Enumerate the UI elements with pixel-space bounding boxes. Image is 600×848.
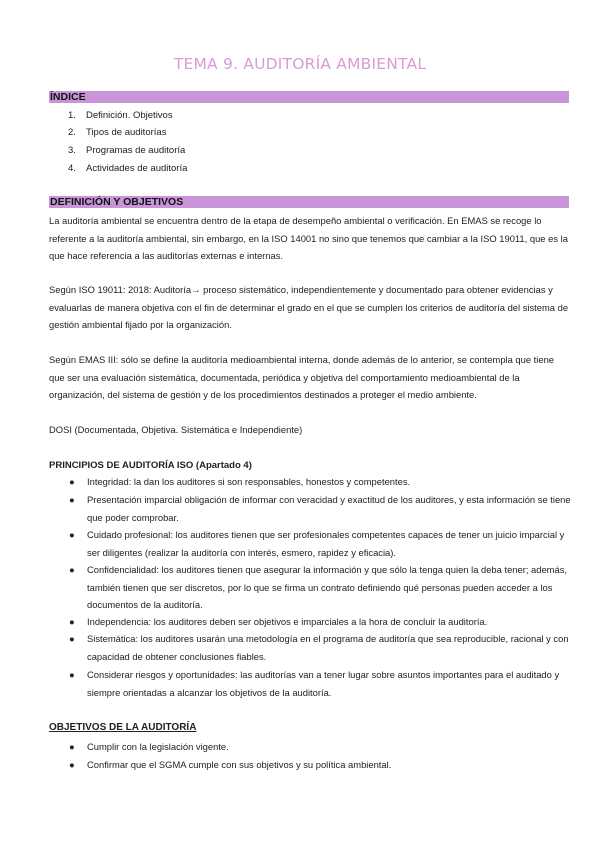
bullet-icon: ●: [69, 494, 75, 505]
bullet-icon: ●: [69, 741, 75, 752]
bullet-icon: ●: [69, 616, 75, 627]
principle-item: ● Presentación imparcial obligación de informar con veracidad y exactitud de los auditores, y esta información se tiene que poder comprobar.: [87, 491, 573, 526]
principle-item: ● Sistemática: los auditores usarán una metodología en el programa de auditoría que sea reproducible, racional y con capacidad de obtener conclusiones fiables.: [87, 630, 573, 665]
bullet-icon: ●: [69, 476, 75, 487]
definition-paragraph-3: Según EMAS III: sólo se define la auditoría medioambiental interna, donde además de lo anterior, se contempla que tiene que ser una evaluación sistemática, documentada, periódica y objetiva del comportamiento medioambiental de la organización, del sistema de gestión y de los procedimientos destinados a proteger el medio ambiente.: [49, 354, 555, 400]
definition-paragraph-4: DOSI (Documentada, Objetiva. Sistemática e Independiente): [49, 424, 303, 435]
principle-item: ● Integridad: la dan los auditores si son responsables, honestos y competentes.: [87, 473, 573, 491]
principle-item: ● Cuidado profesional: los auditores tienen que ser profesionales competentes capaces de tener un juicio imparcial y ser diligentes (realizar la auditoría con interés, esmero, rapidez y eficacia).: [87, 526, 573, 561]
principles-heading: PRINCIPIOS DE AUDITORÍA ISO (Apartado 4): [49, 460, 252, 471]
index-heading: ÍNDICE: [50, 91, 86, 103]
bullet-icon: ●: [69, 564, 75, 575]
bullet-icon: ●: [69, 759, 75, 770]
objective-item: ● Confirmar que el SGMA cumple con sus objetivos y su política ambiental.: [87, 756, 573, 774]
index-item: 4. Actividades de auditoría: [68, 163, 188, 174]
index-item: 1. Definición. Objetivos: [68, 110, 173, 121]
principle-item: ● Considerar riesgos y oportunidades: las auditorías van a tener lugar sobre asuntos importantes para el auditado y siempre orientadas a alcanzar los objetivos de la auditoría.: [87, 666, 573, 701]
definition-paragraph-2: Según ISO 19011: 2018: Auditoría→ proceso sistemático, independientemente y documentado para obtener evidencias y evaluarlas de manera objetiva con el fin de determinar el grado en el que se cumplen los criterios de auditoría del sistema de gestión ambiental fijado por la organización.: [49, 284, 569, 330]
definition-heading: DEFINICIÓN Y OBJETIVOS: [50, 196, 184, 208]
objective-item: ● Cumplir con la legislación vigente.: [87, 738, 573, 756]
index-item: 2. Tipos de auditorías: [68, 127, 167, 138]
objectives-heading: OBJETIVOS DE LA AUDITORÍA: [49, 722, 197, 733]
bullet-icon: ●: [69, 633, 75, 644]
index-heading-bar: [49, 91, 569, 103]
bullet-icon: ●: [69, 529, 75, 540]
definition-paragraph-1: La auditoría ambiental se encuentra dentro de la etapa de desempeño ambiental o verificación. En EMAS se recoge lo referente a la auditoría ambiental, sin embargo, en la ISO 14001 no sino que tenemos que cambiar a la ISO 19011, que es la que hace referencia a las auditorías externas e internas.: [49, 215, 568, 261]
principle-item: ● Confidencialidad: los auditores tienen que asegurar la información y que sólo la tenga quien la deba tener; además, también tienen que ser discretos, por lo que se firma un contrato definiendo qué personas pueden acceder a los documentos de la auditoría.: [87, 561, 573, 614]
document-title: TEMA 9. AUDITORÍA AMBIENTAL: [173, 55, 427, 73]
bullet-icon: ●: [69, 669, 75, 680]
principle-item: ● Independencia: los auditores deben ser objetivos e imparciales a la hora de concluir la auditoría.: [87, 613, 573, 631]
index-item: 3. Programas de auditoría: [68, 145, 186, 156]
